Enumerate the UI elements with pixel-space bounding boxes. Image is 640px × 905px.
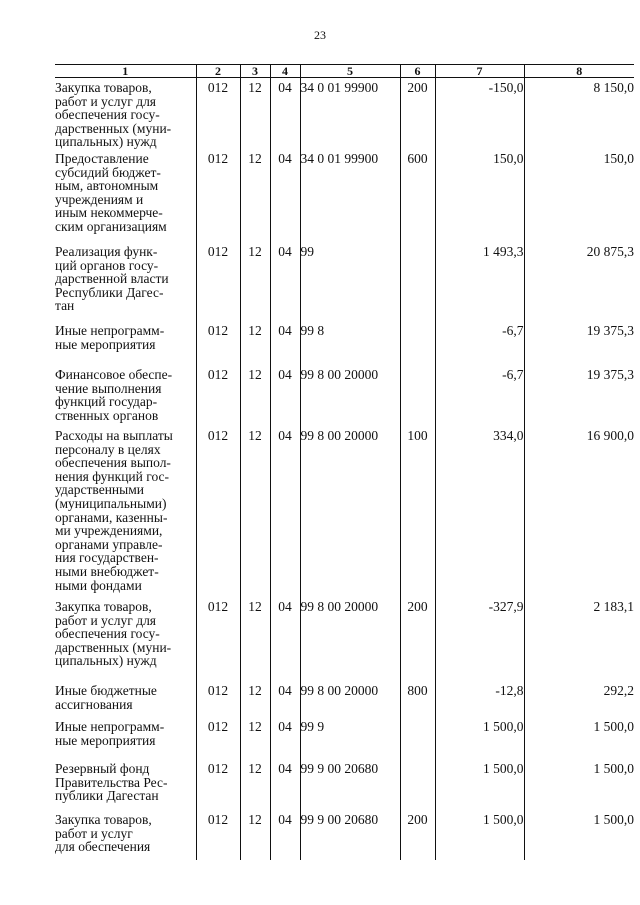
row-name-line: ми учреждениями,: [55, 523, 163, 539]
target-article-cell: 99 8: [300, 321, 400, 365]
row-name-line: Закупка товаров,: [55, 80, 152, 95]
section-code-cell: 12: [240, 365, 270, 426]
row-name-line: ственных органов: [55, 407, 159, 423]
ved-code-cell: 012: [196, 365, 240, 426]
target-article-cell: 99 8 00 20000: [300, 426, 400, 597]
row-name-cell: [55, 426, 196, 597]
change-amount-cell: 150,0: [435, 149, 524, 242]
column-header: 2: [196, 65, 240, 78]
row-name-line: учреждениям и: [55, 191, 144, 207]
row-name-line: Резервный фонд: [55, 760, 150, 776]
target-article-cell: 99 9: [300, 717, 400, 759]
section-code-cell: 12: [240, 242, 270, 321]
table-row: [55, 242, 634, 321]
subsection-code-cell: 04: [270, 717, 300, 759]
row-name-cell: [55, 321, 196, 365]
row-name-cell: [55, 78, 196, 149]
expense-type-cell: 800: [400, 681, 435, 717]
section-code-cell: 12: [240, 681, 270, 717]
expense-type-cell: [400, 717, 435, 759]
target-article-cell: 99: [300, 242, 400, 321]
column-header: 6: [400, 65, 435, 78]
row-name-line: иным некоммерче-: [55, 205, 163, 221]
ved-code-cell: 012: [196, 242, 240, 321]
table-row: [55, 149, 634, 242]
row-name-cell: [55, 365, 196, 426]
row-name-line: Республики Дагес-: [55, 284, 164, 300]
expense-type-cell: [400, 365, 435, 426]
subsection-code-cell: 04: [270, 597, 300, 681]
row-name-line: функций государ-: [55, 394, 158, 410]
total-amount-cell: 16 900,0: [524, 426, 634, 597]
row-name-line: работ и услуг для: [55, 612, 157, 628]
section-code-cell: 12: [240, 426, 270, 597]
total-amount-cell: 2 183,1: [524, 597, 634, 681]
column-header: 7: [435, 65, 524, 78]
row-name-cell: [55, 242, 196, 321]
expense-type-cell: 200: [400, 597, 435, 681]
row-name-line: ные мероприятия: [55, 732, 156, 748]
total-amount-cell: 1 500,0: [524, 759, 634, 810]
column-header: 1: [55, 65, 196, 78]
table-row: [55, 759, 634, 810]
section-code-cell: 12: [240, 810, 270, 860]
total-amount-cell: 19 375,3: [524, 365, 634, 426]
row-name-line: Закупка товаров,: [55, 811, 152, 827]
subsection-code-cell: 04: [270, 149, 300, 242]
ved-code-cell: 012: [196, 810, 240, 860]
total-amount-cell: 1 500,0: [524, 717, 634, 759]
column-header: 3: [240, 65, 270, 78]
column-header: 8: [524, 65, 634, 78]
row-name-line: ным, автономным: [55, 178, 159, 194]
row-name-cell: [55, 681, 196, 717]
table-row: [55, 321, 634, 365]
ved-code-cell: 012: [196, 759, 240, 810]
expense-type-cell: 200: [400, 810, 435, 860]
row-name-line: публики Дагестан: [55, 788, 159, 804]
ved-code-cell: 012: [196, 321, 240, 365]
ved-code-cell: 012: [196, 597, 240, 681]
row-name-line: ций органов госу-: [55, 257, 159, 273]
row-name-cell: [55, 597, 196, 681]
row-name-cell: [55, 149, 196, 242]
change-amount-cell: -150,0: [435, 78, 524, 149]
table-row: [55, 426, 634, 597]
row-name-line: (муниципальными): [55, 495, 167, 511]
change-amount-cell: -327,9: [435, 597, 524, 681]
row-name-line: Иные бюджетные: [55, 682, 157, 698]
section-code-cell: 12: [240, 149, 270, 242]
subsection-code-cell: 04: [270, 426, 300, 597]
expense-type-cell: 600: [400, 149, 435, 242]
ved-code-cell: 012: [196, 681, 240, 717]
expense-type-cell: [400, 759, 435, 810]
total-amount-cell: 292,2: [524, 681, 634, 717]
row-name-line: Реализация функ-: [55, 243, 158, 259]
row-name-line: дарственных (муни-: [55, 639, 172, 655]
page-number: 23: [314, 28, 326, 42]
subsection-code-cell: 04: [270, 78, 300, 149]
row-name-line: Расходы на выплаты: [55, 427, 173, 443]
table-row: [55, 717, 634, 759]
row-name-line: органами управле-: [55, 536, 163, 552]
expense-type-cell: [400, 242, 435, 321]
row-name-line: работ и услуг для: [55, 93, 157, 109]
ved-code-cell: 012: [196, 717, 240, 759]
total-amount-cell: 20 875,3: [524, 242, 634, 321]
target-article-cell: 99 8 00 20000: [300, 597, 400, 681]
expense-type-cell: 200: [400, 78, 435, 149]
row-name-line: ными фондами: [55, 577, 142, 593]
change-amount-cell: 1 493,3: [435, 242, 524, 321]
row-name-line: ципальных) нужд: [55, 653, 157, 669]
change-amount-cell: -6,7: [435, 321, 524, 365]
row-name-line: чение выполнения: [55, 380, 162, 396]
table-row: [55, 365, 634, 426]
total-amount-cell: 19 375,3: [524, 321, 634, 365]
row-name-line: дарственных (муни-: [55, 120, 172, 136]
table-row: [55, 597, 634, 681]
row-name-line: Иные непрограмм-: [55, 322, 165, 338]
row-name-line: ассигнования: [55, 696, 133, 712]
row-name-line: обеспечения госу-: [55, 107, 160, 123]
row-name-line: ными внебюджет-: [55, 563, 159, 579]
row-name-line: органами, казенны-: [55, 509, 168, 525]
target-article-cell: 99 8 00 20000: [300, 365, 400, 426]
change-amount-cell: -12,8: [435, 681, 524, 717]
row-name-cell: [55, 759, 196, 810]
row-name-line: тан: [55, 298, 75, 314]
header-row: [55, 65, 634, 78]
table-row: [55, 78, 634, 149]
total-amount-cell: 8 150,0: [524, 78, 634, 149]
subsection-code-cell: 04: [270, 810, 300, 860]
table-row: [55, 681, 634, 717]
row-name-line: ударственными: [55, 482, 144, 498]
row-name-line: ским организациям: [55, 218, 167, 234]
row-name-cell: [55, 717, 196, 759]
subsection-code-cell: 04: [270, 321, 300, 365]
ved-code-cell: 012: [196, 78, 240, 149]
subsection-code-cell: 04: [270, 365, 300, 426]
row-name-line: обеспечения госу-: [55, 626, 160, 642]
change-amount-cell: 1 500,0: [435, 810, 524, 860]
change-amount-cell: -6,7: [435, 365, 524, 426]
change-amount-cell: 1 500,0: [435, 717, 524, 759]
target-article-cell: 34 0 01 99900: [300, 78, 400, 149]
table-row: [55, 810, 634, 860]
subsection-code-cell: 04: [270, 681, 300, 717]
subsection-code-cell: 04: [270, 242, 300, 321]
expense-type-cell: 100: [400, 426, 435, 597]
row-name-cell: [55, 810, 196, 860]
expense-type-cell: [400, 321, 435, 365]
row-name-line: Правительства Рес-: [55, 774, 168, 790]
row-name-line: Предоставление: [55, 150, 149, 166]
row-name-line: нения функций гос-: [55, 468, 170, 484]
row-name-line: дарственной власти: [55, 271, 169, 287]
column-header: 5: [300, 65, 400, 78]
ved-code-cell: 012: [196, 149, 240, 242]
row-name-line: субсидий бюджет-: [55, 164, 161, 180]
section-code-cell: 12: [240, 321, 270, 365]
section-code-cell: 12: [240, 759, 270, 810]
section-code-cell: 12: [240, 717, 270, 759]
row-name-line: для обеспечения: [55, 839, 151, 855]
change-amount-cell: 334,0: [435, 426, 524, 597]
row-name-line: ные мероприятия: [55, 336, 156, 352]
target-article-cell: 99 9 00 20680: [300, 759, 400, 810]
target-article-cell: 99 8 00 20000: [300, 681, 400, 717]
row-name-line: работ и услуг: [55, 825, 133, 841]
target-article-cell: 34 0 01 99900: [300, 149, 400, 242]
row-name-line: персоналу в целях: [55, 441, 161, 457]
row-name-line: ципальных) нужд: [55, 134, 157, 150]
ved-code-cell: 012: [196, 426, 240, 597]
section-code-cell: 12: [240, 597, 270, 681]
total-amount-cell: 1 500,0: [524, 810, 634, 860]
row-name-line: ния государствен-: [55, 550, 159, 566]
row-name-line: обеспечения выпол-: [55, 455, 171, 471]
budget-table: [55, 64, 634, 860]
total-amount-cell: 150,0: [524, 149, 634, 242]
column-header: 4: [270, 65, 300, 78]
change-amount-cell: 1 500,0: [435, 759, 524, 810]
row-name-line: Финансовое обеспе-: [55, 366, 173, 382]
subsection-code-cell: 04: [270, 759, 300, 810]
row-name-line: Закупка товаров,: [55, 598, 152, 614]
section-code-cell: 12: [240, 78, 270, 149]
target-article-cell: 99 9 00 20680: [300, 810, 400, 860]
row-name-line: Иные непрограмм-: [55, 718, 165, 734]
